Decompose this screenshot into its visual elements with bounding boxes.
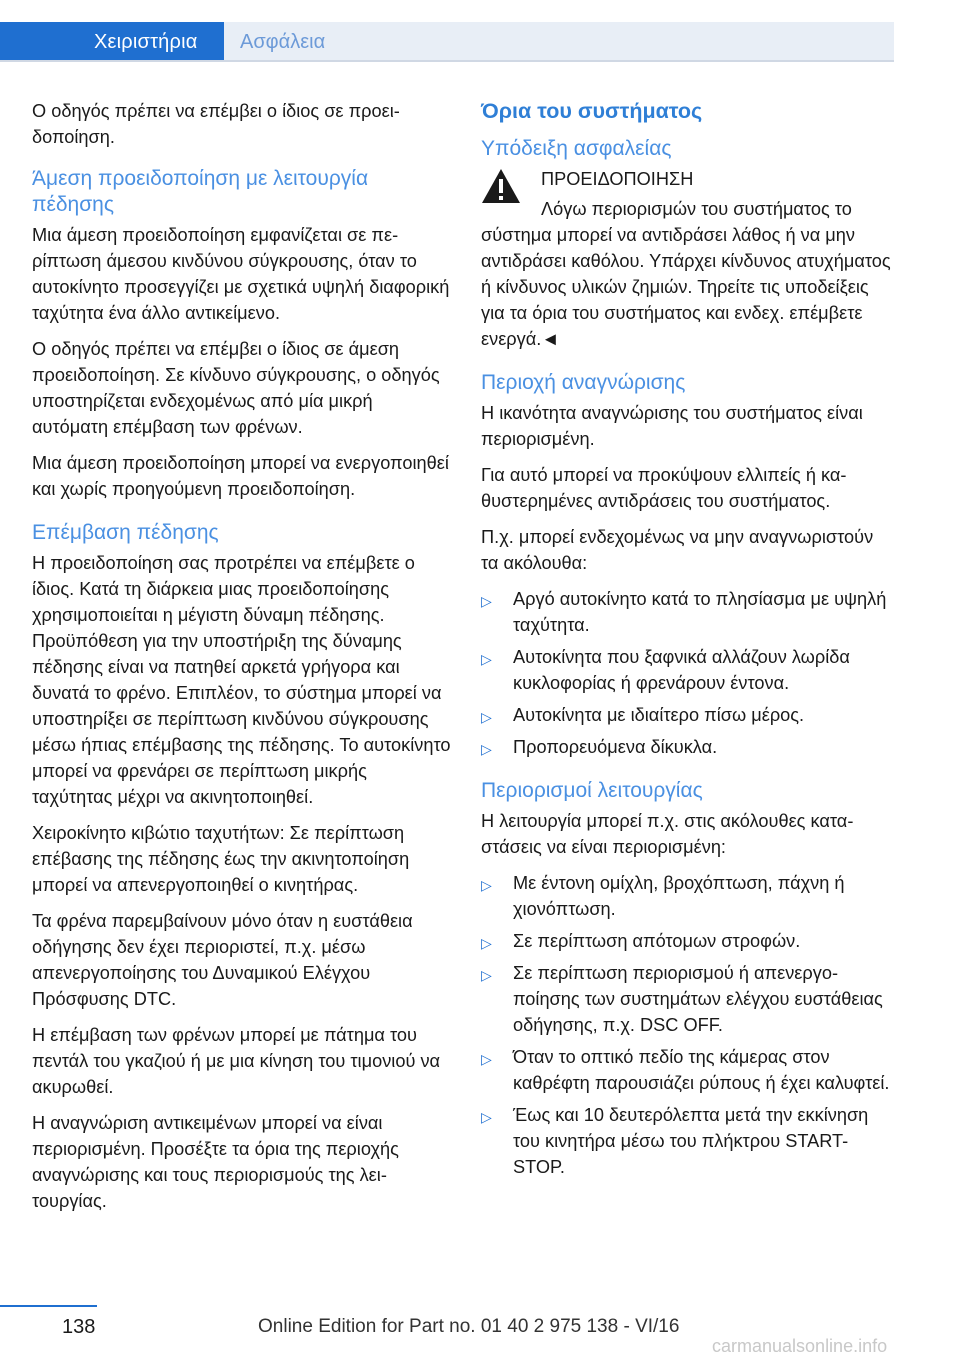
paragraph: Μια άμεση προειδοποίηση εμφανίζεται σε περίπτωση άμεσου κινδύνου σύγκρουσης, όταν το αυτοκίνητο προσεγγίζει με σχετικά υψηλή διαφορική ταχύτητα ένα άλλο αντικείμενο. bbox=[32, 225, 450, 323]
detection-limit-list bbox=[481, 586, 895, 760]
header-divider bbox=[0, 60, 894, 62]
paragraph: Τα φρένα παρεμβαίνουν μόνο όταν η ευστάθεια οδήγησης δεν έχει περιοριστεί, π.χ. μέσω απενεργοποίησης του Δυναμικού Ελέγχου Πρόσφυσης DTC. bbox=[32, 911, 413, 1009]
triangle-right-icon: ▷ bbox=[481, 651, 492, 667]
paragraph: Η λειτουργία μπορεί π.χ. στις ακόλουθες καταστάσεις να είναι περιορισμένη: bbox=[481, 811, 854, 857]
list-item: ▷ Με έντονη ομίχλη, βροχόπτωση, πάχνη ή χιονόπτωση. bbox=[481, 873, 845, 919]
section-heading-brake-intervention: Επέμβαση πέδησης bbox=[32, 521, 219, 544]
triangle-right-icon: ▷ bbox=[481, 967, 492, 983]
paragraph: Η προειδοποίηση σας προτρέπει να επέμβετε ο ίδιος. Κατά τη διάρκεια μιας προειδοποίησης χρησιμοποιείται η μέγιστη δύναμη πέδησης. Προϋπόθεση για την υποστήριξη της δύναμης πέδησης είναι να πατηθεί αρκετά γρήγορα και δυνατά το φρένο. Επιπλέον, το σύστημα μπορεί να υποστηρίξει σε περίπτωση κινδύνου σύγκρουσης μέσω ήπιας επέμβασης της πέδησης. Το αυτοκίνητο μπορεί να φρενάρει σε περίπτωση μικρής ταχύτητας μέχρι να ακινητοποιηθεί. bbox=[32, 553, 451, 807]
list-item: ▷ Αυτοκίνητα που ξαφνικά αλλάζουν λωρίδα κυκλοφορίας ή φρενάρουν έντονα. bbox=[481, 647, 850, 693]
paragraph: Για αυτό μπορεί να προκύψουν ελλιπείς ή καθυστερημένες αντιδράσεις του συστήματος. bbox=[481, 465, 847, 511]
paragraph: Ο οδηγός πρέπει να επέμβει ο ίδιος σε προειδοποίηση. bbox=[32, 101, 400, 147]
list-item: ▷ Σε περίπτωση περιορισμού ή απενεργοποίησης των συστημάτων ελέγχου ευστάθειας οδήγησης, π.χ. DSC OFF. bbox=[481, 963, 883, 1035]
section-heading-detection-range: Περιοχή αναγνώρισης bbox=[481, 371, 686, 394]
list-item: ▷ Όταν το οπτικό πεδίο της κάμερας στον καθρέφτη παρουσιάζει ρύπους ή έχει καλυφτεί. bbox=[481, 1047, 890, 1093]
list-item: ▷ Αργό αυτοκίνητο κατά το πλησίασμα με υψηλή ταχύτητα. bbox=[481, 589, 887, 635]
list-item: ▷ Αυτοκίνητα με ιδιαίτερο πίσω μέρος. bbox=[481, 702, 895, 728]
triangle-right-icon: ▷ bbox=[481, 593, 492, 609]
triangle-right-icon: ▷ bbox=[481, 1051, 492, 1067]
footer-rule bbox=[0, 1305, 97, 1307]
warning-text: Λόγω περιορισμών του συστήματος το σύστημα μπορεί να αντιδράσει λάθος ή να μην αντιδράσει καθόλου. Υπάρχει κίνδυνος ατυχήματος ή κίνδυνος υλικών ζημιών. Τηρείτε τις υποδείξεις για τα όρια του συστήματος και ενδεχ. επέμβετε ενεργά.◄ bbox=[481, 199, 891, 349]
section-heading-direct-warning: Άμεση προειδοποίηση με λειτουργία πέδησης bbox=[32, 167, 369, 216]
watermark: carmanualsonline.info bbox=[712, 1336, 888, 1356]
left-column bbox=[32, 98, 452, 1224]
tab-safety[interactable]: Ασφάλεια bbox=[224, 22, 894, 62]
warning-triangle-icon bbox=[481, 168, 521, 204]
list-item: ▷ Σε περίπτωση απότομων στροφών. bbox=[481, 928, 895, 954]
function-limit-list bbox=[481, 870, 895, 1180]
paragraph: Η αναγνώριση αντικειμένων μπορεί να είναι περιορισμένη. Προσέξτε τα όρια της περιοχής αναγνώρισης και τους περιορισμούς της λειτουργίας. bbox=[32, 1113, 399, 1211]
triangle-right-icon: ▷ bbox=[481, 709, 492, 725]
triangle-right-icon: ▷ bbox=[481, 741, 492, 757]
list-item: ▷ Προπορευόμενα δίκυκλα. bbox=[481, 734, 895, 760]
page-header bbox=[0, 0, 960, 64]
triangle-right-icon: ▷ bbox=[481, 935, 492, 951]
page-number: 138 bbox=[62, 1316, 96, 1338]
right-column bbox=[481, 98, 895, 1190]
warning-title: ΠΡΟΕΙΔΟΠΟΙΗΣΗ bbox=[541, 169, 694, 189]
triangle-right-icon: ▷ bbox=[481, 877, 492, 893]
paragraph: Ο οδηγός πρέπει να επέμβει ο ίδιος σε άμεση προειδοποίηση. Σε κίνδυνο σύγκρουσης, ο οδηγός υποστηρίζεται ενδεχομένως από μία μικρή αυτόματη επέμβαση των φρένων. bbox=[32, 339, 440, 437]
paragraph: Η ικανότητα αναγνώρισης του συστήματος είναι περιορισμένη. bbox=[481, 403, 863, 449]
paragraph: Μια άμεση προειδοποίηση μπορεί να ενεργοποιηθεί και χωρίς προηγούμενη προειδοποίηση. bbox=[32, 453, 449, 499]
section-title-system-limits: Όρια του συστήματος bbox=[481, 99, 703, 123]
paragraph: Η επέμβαση των φρένων μπορεί με πάτημα του πεντάλ του γκαζιού ή με μια κίνηση του τιμονιού να ακυρωθεί. bbox=[32, 1025, 441, 1097]
edition-note: Online Edition for Part no. 01 40 2 975 138 - VI/16 bbox=[258, 1316, 680, 1337]
section-heading-safety-note: Υπόδειξη ασφαλείας bbox=[481, 137, 672, 160]
section-heading-function-limits: Περιορισμοί λειτουργίας bbox=[481, 779, 703, 802]
triangle-right-icon: ▷ bbox=[481, 1109, 492, 1125]
list-item: ▷ Έως και 10 δευτερόλεπτα μετά την εκκίνηση του κινητήρα μέσω του πλήκτρου START-STOP. bbox=[481, 1105, 869, 1177]
tab-controls[interactable]: Χειριστήρια bbox=[0, 22, 224, 62]
warning-block bbox=[481, 166, 895, 352]
paragraph: Π.χ. μπορεί ενδεχομένως να μην αναγνωριστούν τα ακόλουθα: bbox=[481, 527, 874, 573]
paragraph: Χειροκίνητο κιβώτιο ταχυτήτων: Σε περίπτωση επέβασης της πέδησης έως την ακινητοποίηση μπορεί να απενεργοποιηθεί ο κινητήρας. bbox=[32, 823, 410, 895]
